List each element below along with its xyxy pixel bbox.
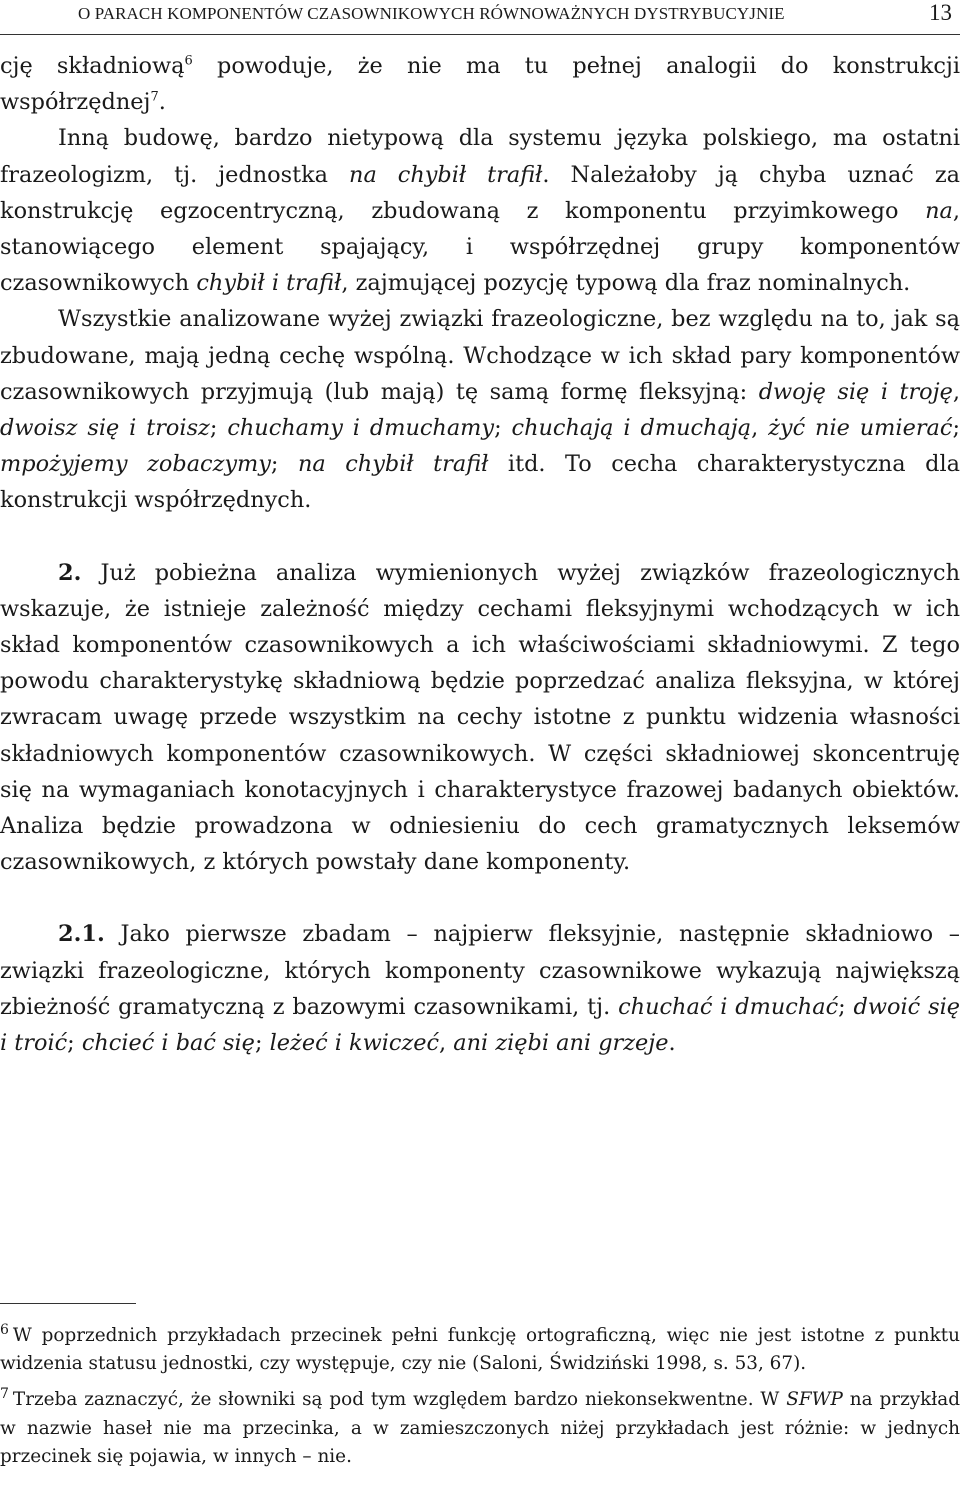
text-run: ; (209, 415, 228, 442)
example-phrase: leżeć i kwiczeć (269, 1030, 440, 1057)
paragraph (0, 120, 960, 301)
example-phrase: się i troję (837, 378, 953, 405)
example-phrase: chuchać i dmuchać (618, 993, 839, 1020)
text-run: ; (270, 451, 298, 478)
footnote-number: 6 (0, 1321, 9, 1338)
example-phrase: chuchają i dmuchają (511, 415, 752, 442)
example-phrase: na (925, 197, 953, 224)
footnote-text: na przykład w nazwie haseł nie ma przecinka, a w zamieszczonych niżej przykładach jest różnie: w jednych przecinek się pojawia, w innych – nie. (0, 1389, 960, 1467)
text-run: ; (494, 415, 512, 442)
text-run: ; (952, 415, 960, 442)
text-run: , (751, 415, 769, 442)
text-run: cję składniową (0, 53, 185, 79)
section-number: 2. (58, 559, 82, 586)
page-number: 13 (929, 0, 952, 25)
text-run: . (668, 1030, 676, 1057)
text-run: . Należałoby ją chyba uznać za konstrukcję egzocentryczną, zbudowaną z komponentu przyimkowego (0, 161, 960, 224)
text-run: Inną budowę, bardzo nietypową dla systemu języka polskiego, ma ostatni frazeologizm, tj. jednostka (0, 125, 960, 188)
example-phrase: żyć nie umierać (768, 415, 953, 442)
section-paragraph (0, 555, 960, 881)
text-run: , zajmującej pozycję typową dla fraz nominalnych. (341, 270, 911, 297)
text-run: Już pobieżna analiza wymienionych wyżej związków frazeologicznych wskazuje, że istnieje zależność między cechami fleksyjnymi wchodzących w ich skład komponentów czasownikowych a ich właściwościami składniowymi. Z tego powodu charakterystykę składniową będzie poprzedzać analiza fleksyjna, w której zwracam uwagę przede wszystkim na cechy istotne z punktu widzenia własności składniowych komponentów czasownikowych. W części składniowej skoncentruję się na wymaganiach konotacyjnych i charakterystyce frazowej badanych obiektów. Analiza będzie prowadzona w odniesieniu do cech gramatycznych leksemów czasownikowych, z których powstały dane komponenty. (0, 559, 960, 876)
text-run: , (439, 1030, 454, 1057)
text-run: , stanowiącego element spajający, i współrzędnej grupy komponentów czasownikowych (0, 197, 960, 297)
text-run: Wszystkie analizowane wyżej związki frazeologiczne, bez względu na to, jak są zbudowane, mają jedną cechę wspólną. Wchodzące w ich skład pary komponentów czasownikowych przyjmują (lub mają) tę samą formę fleksyjną: (0, 306, 960, 405)
footnote-divider (0, 1303, 136, 1304)
example-phrase: mpożyjemy zobaczymy (0, 451, 271, 478)
section-paragraph (0, 916, 960, 1061)
footnote-7 (0, 1386, 960, 1471)
footnotes (0, 1322, 960, 1479)
text-run (826, 379, 838, 405)
text-run: , (952, 378, 960, 405)
text-run: ; (254, 1030, 270, 1057)
main-text (0, 48, 960, 1061)
example-phrase: dwoję (758, 378, 826, 405)
text-run: ; (67, 1030, 82, 1057)
footnote-text: W poprzednich przykładach przecinek pełni funkcję ortograficzną, więc nie jest istotne z punktu widzenia statusu jednostki, czy występuje, czy nie (Saloni, Świdziński 1998, s. 53, 67). (0, 1325, 960, 1375)
text-run: . (158, 89, 166, 116)
footnote-italic: SFWP (786, 1389, 843, 1411)
example-phrase: dwoisz się i troisz (0, 415, 210, 442)
paragraph-continued (0, 48, 960, 120)
paragraph (0, 301, 960, 518)
text-run: powoduje, że nie ma tu pełnej analogii do konstrukcji współrzędnej (0, 53, 960, 116)
footnote-ref-6: 6 (184, 53, 193, 69)
footnote-number: 7 (0, 1386, 9, 1403)
section-number: 2.1. (58, 921, 105, 948)
example-phrase: chcieć i bać się (81, 1030, 255, 1057)
footnote-6 (0, 1322, 960, 1378)
example-phrase: na chybił trafił (297, 451, 489, 478)
example-phrase: dwoić się i troić (0, 993, 960, 1057)
example-phrase: chuchamy i dmuchamy (227, 415, 495, 442)
running-header (0, 0, 960, 35)
text-run: ; (838, 993, 854, 1020)
footnote-text: Trzeba zaznaczyć, że słowniki są pod tym względem bardzo niekonsekwentne. W (12, 1389, 787, 1411)
text-run: itd. To cecha charakterystyczna dla konstrukcji współrzędnych. (0, 451, 960, 514)
example-phrase: chybił i trafił (196, 270, 342, 297)
footnote-ref-7: 7 (150, 89, 159, 105)
text-run: Jako pierwsze zbadam – najpierw fleksyjnie, następnie składniowo – związki frazeologiczne, których komponenty czasownikowe wykazują największą zbieżność gramatyczną z bazowymi czasownikami, tj. (0, 921, 960, 1020)
example-phrase: ani ziębi ani grzeje (453, 1030, 669, 1057)
example-phrase: na chybił trafił (349, 161, 543, 188)
header-title: O PARACH KOMPONENTÓW CZASOWNIKOWYCH RÓWNOWAŻNYCH DYSTRYBUCYJNIE (78, 4, 785, 23)
